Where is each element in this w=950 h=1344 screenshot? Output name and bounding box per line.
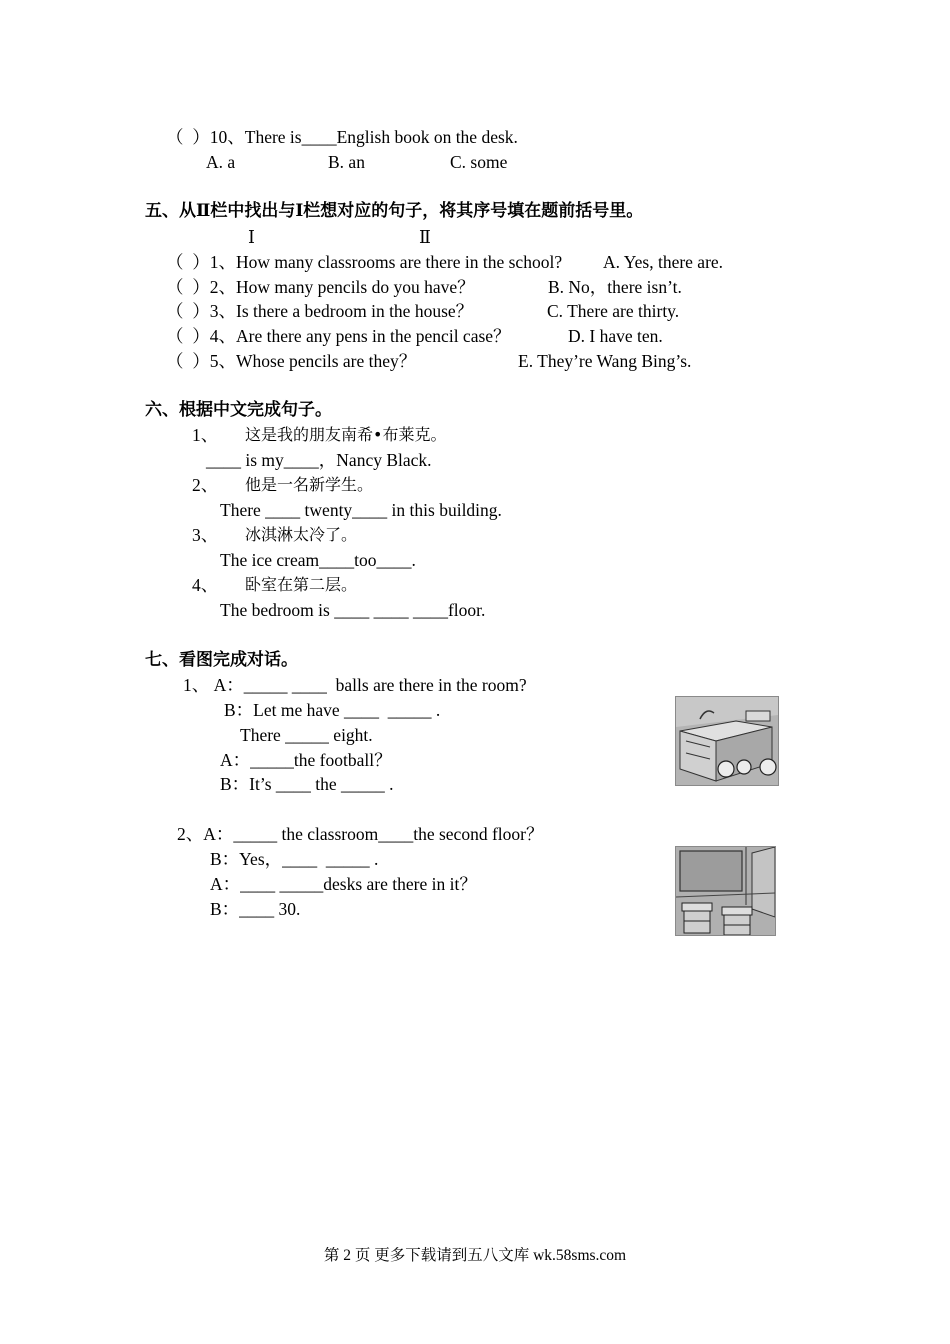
translate-item-4-chinese: 卧室在第二层。	[245, 575, 358, 594]
dialog-1-line-2: B：Let me have ____ _____ .	[224, 700, 441, 720]
translate-item-3-number: 3、	[192, 525, 219, 545]
column-2-label: Ⅱ	[419, 227, 431, 247]
classroom-illustration	[675, 846, 776, 936]
room-sketch-graphic	[676, 697, 778, 785]
dialog-2-line-4: B：____ 30.	[210, 899, 301, 919]
match-right-e: E. They’re Wang Bing’s.	[518, 351, 692, 371]
q10-option-c: C. some	[450, 152, 508, 172]
translate-item-2-number: 2、	[192, 475, 219, 495]
translate-item-1-chinese: 这是我的朋友南希•布莱克。	[245, 425, 447, 444]
room-with-balls-illustration	[675, 696, 779, 786]
match-right-c: C. There are thirty.	[547, 301, 680, 321]
match-right-a: A. Yes, there are.	[603, 252, 724, 272]
section-5-title: 五、从Ⅱ栏中找出与Ⅰ栏想对应的句子，将其序号填在题前括号里。	[145, 201, 644, 221]
match-left-1: （ ）1、How many classrooms are there in the school?	[166, 252, 563, 272]
classroom-sketch-graphic	[676, 847, 775, 935]
translate-item-4-number: 4、	[192, 575, 219, 595]
dialog-1-line-4: A：_____the football？	[220, 750, 392, 770]
dialog-1-line-3: There _____ eight.	[240, 725, 373, 745]
question-10: （ ）10、There is____English book on the desk.	[166, 127, 518, 147]
dialog-2-line-3: A：____ _____desks are there in it？	[210, 874, 477, 894]
translate-item-2-chinese: 他是一名新学生。	[245, 475, 374, 494]
translate-item-2-english: There ____ twenty____ in this building.	[220, 500, 502, 520]
dialog-1-line-1: 1、 A：_____ ____ balls are there in the room?	[183, 675, 527, 695]
translate-item-3-chinese: 冰淇淋太冷了。	[245, 525, 358, 544]
section-6-title: 六、根据中文完成句子。	[145, 400, 332, 420]
column-1-label: Ⅰ	[248, 227, 255, 247]
q10-option-b: B. an	[328, 152, 365, 172]
page-footer: 第 2 页 更多下载请到五八文库 wk.58sms.com	[323, 1247, 627, 1264]
translate-item-1-number: 1、	[192, 425, 219, 445]
translate-item-4-english: The bedroom is ____ ____ ____floor.	[220, 600, 486, 620]
q10-option-a: A. a	[206, 152, 236, 172]
match-right-d: D. I have ten.	[568, 326, 663, 346]
match-left-2: （ ）2、How many pencils do you have？	[166, 277, 475, 297]
match-left-5: （ ）5、Whose pencils are they？	[166, 351, 417, 371]
match-left-3: （ ）3、Is there a bedroom in the house？	[166, 301, 474, 321]
match-left-4: （ ）4、Are there any pens in the pencil case？	[166, 326, 511, 346]
match-right-b: B. No，there isn’t.	[548, 277, 682, 297]
dialog-2-line-1: 2、A：_____ the classroom____the second floor？	[177, 824, 544, 844]
translate-item-1-english: ____ is my____，Nancy Black.	[206, 450, 432, 470]
section-7-title: 七、看图完成对话。	[145, 650, 298, 670]
dialog-1-line-5: B：It’s ____ the _____ .	[220, 774, 394, 794]
dialog-2-line-2: B：Yes，____ _____ .	[210, 849, 379, 869]
translate-item-3-english: The ice cream____too____.	[220, 550, 416, 570]
